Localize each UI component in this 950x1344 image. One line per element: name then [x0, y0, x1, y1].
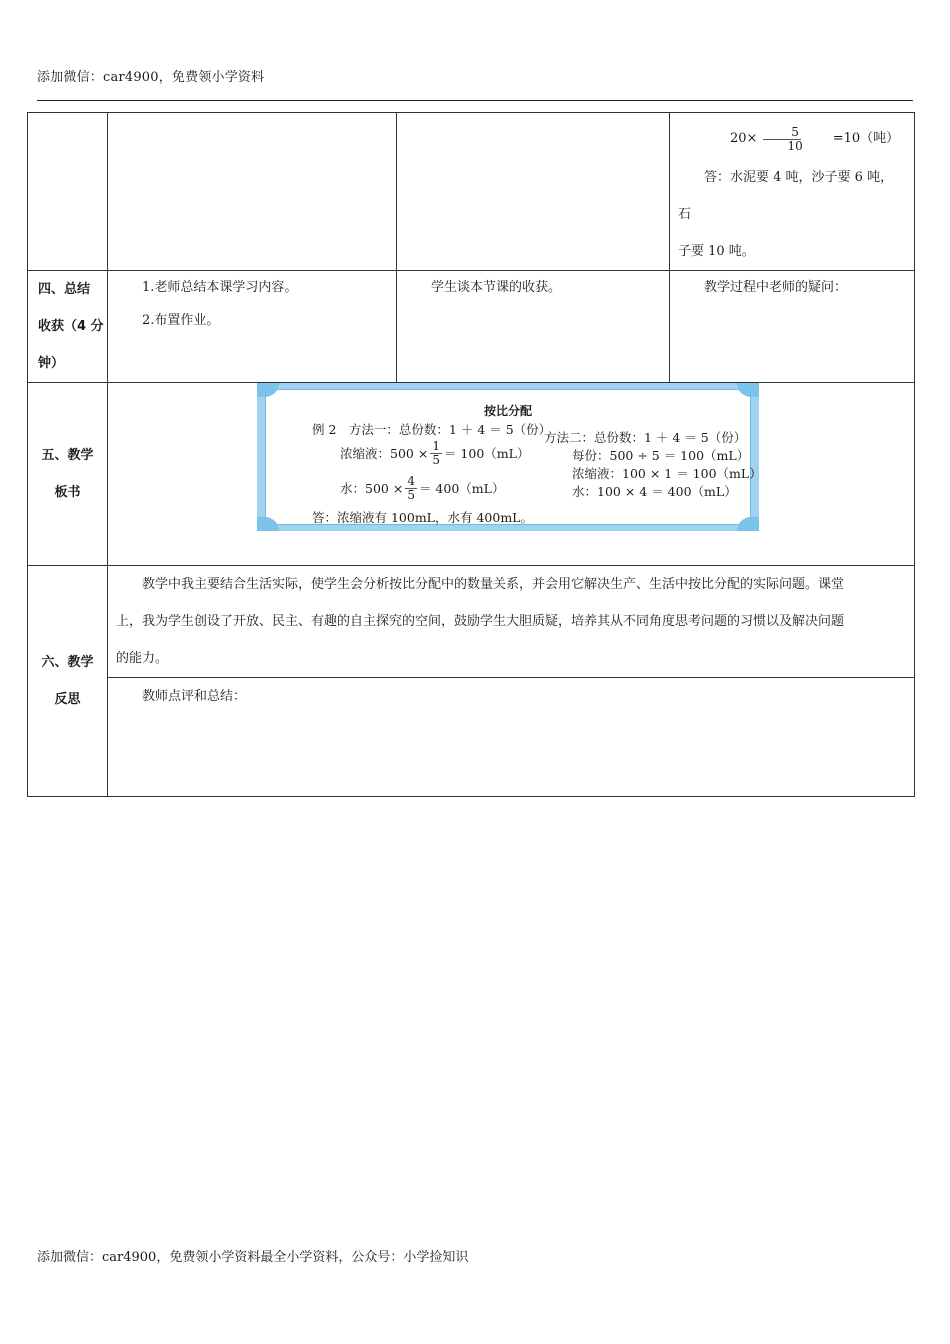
page-footer: 添加微信：car4900，免费领小学资料最全小学资料，公众号：小学捡知识 — [37, 1250, 469, 1265]
teacher-cell-summary — [108, 271, 397, 383]
calc-line — [678, 119, 906, 159]
blackboard-frame — [257, 383, 762, 531]
calc-prefix: 20× — [730, 131, 758, 146]
board-method1-head: 例 2 方法一：总份数：1 ＋ 4 ＝ 5（份） — [312, 422, 552, 437]
m1-conc-prefix: 浓缩液：500 × — [340, 446, 429, 462]
board-answer: 答：浓缩液有 100mL，水有 400mL。 — [312, 510, 533, 525]
m1-water-fraction — [405, 475, 417, 501]
reflection-line1: 教学中我主要结合生活实际，使学生会分析按比分配中的数量关系，并会用它解决生产、生活中按比分配的实际问题。课堂 — [142, 577, 845, 592]
board-method1-concentrate — [340, 440, 529, 466]
table-row-continuation — [28, 113, 915, 271]
board-cell — [108, 383, 915, 566]
teacher-item2: 2.布置作业。 — [142, 313, 220, 328]
calc-frac-num: 5 — [763, 126, 801, 140]
teacher-cell-empty — [108, 113, 397, 271]
stage-summary-line3: 钟） — [38, 356, 65, 371]
m1-water-den: 5 — [407, 487, 415, 502]
board-method1-water — [340, 475, 504, 501]
board-method2-concentrate: 浓缩液：100 × 1 ＝ 100（mL） — [572, 466, 762, 481]
m1-water-prefix: 水：500 × — [340, 481, 404, 497]
note-cell-summary — [670, 271, 915, 383]
m1-water-suffix: ＝ 400（mL） — [418, 481, 505, 497]
calc-suffix: =10（吨） — [832, 131, 900, 146]
page-header: 添加微信：car4900，免费领小学资料 — [37, 70, 265, 85]
board-method2-head: 方法二：总份数：1 ＋ 4 ＝ 5（份） — [544, 430, 747, 445]
reflection-line3: 的能力。 — [116, 651, 169, 666]
board-method2-water: 水：100 × 4 ＝ 400（mL） — [572, 484, 737, 499]
table-row-summary — [28, 271, 915, 383]
m1-conc-fraction — [430, 440, 442, 466]
calc-frac-den: 10 — [787, 138, 803, 153]
answer-line2: 子要 10 吨。 — [678, 244, 755, 259]
teacher-item1: 1.老师总结本课学习内容。 — [142, 280, 298, 295]
board-method2-each: 每份：500 ÷ 5 ＝ 100（mL） — [572, 448, 750, 463]
calc-fraction — [759, 126, 804, 152]
stage-board-line2: 板书 — [54, 485, 81, 500]
blackboard-surface — [265, 389, 762, 525]
student-cell-empty — [397, 113, 670, 271]
reflection-cell — [108, 566, 915, 678]
stage-cell-empty — [28, 113, 108, 271]
m1-conc-den: 5 — [432, 452, 440, 467]
teacher-question-note: 教学过程中老师的疑问： — [704, 280, 848, 295]
table-row-board — [28, 383, 915, 566]
stage-board-line1: 五、教学 — [41, 448, 94, 463]
lesson-plan-table — [27, 112, 915, 797]
stage-reflection-line2: 反思 — [54, 692, 81, 707]
stage-summary-line2: 收获（4 分 — [38, 319, 104, 334]
m1-conc-suffix: ＝ 100（mL） — [443, 446, 530, 462]
table-row-reflection — [28, 566, 915, 678]
header-divider — [37, 100, 913, 101]
table-row-comment — [28, 678, 915, 797]
board-title: 按比分配 — [483, 404, 532, 418]
m1-conc-num: 1 — [432, 439, 440, 453]
reflection-line2: 上，我为学生创设了开放、民主、有趣的自主探究的空间，鼓励学生大胆质疑，培养其从不同角度思考问题的习惯以及解决问题 — [116, 614, 845, 629]
stage-cell-summary — [28, 271, 108, 383]
student-summary: 学生谈本节课的收获。 — [431, 280, 562, 295]
stage-reflection-line1: 六、教学 — [41, 655, 94, 670]
student-cell-summary — [397, 271, 670, 383]
answer-line1: 答：水泥要 4 吨，沙子要 6 吨，石 — [678, 170, 894, 222]
stage-cell-board — [28, 383, 108, 566]
stage-summary-line1: 四、总结 — [38, 282, 91, 297]
stage-cell-reflection — [28, 566, 108, 797]
note-cell-calculation — [670, 113, 915, 271]
comment-cell — [108, 678, 915, 797]
m1-water-num: 4 — [407, 474, 415, 488]
teacher-comment-label: 教师点评和总结： — [142, 689, 247, 704]
